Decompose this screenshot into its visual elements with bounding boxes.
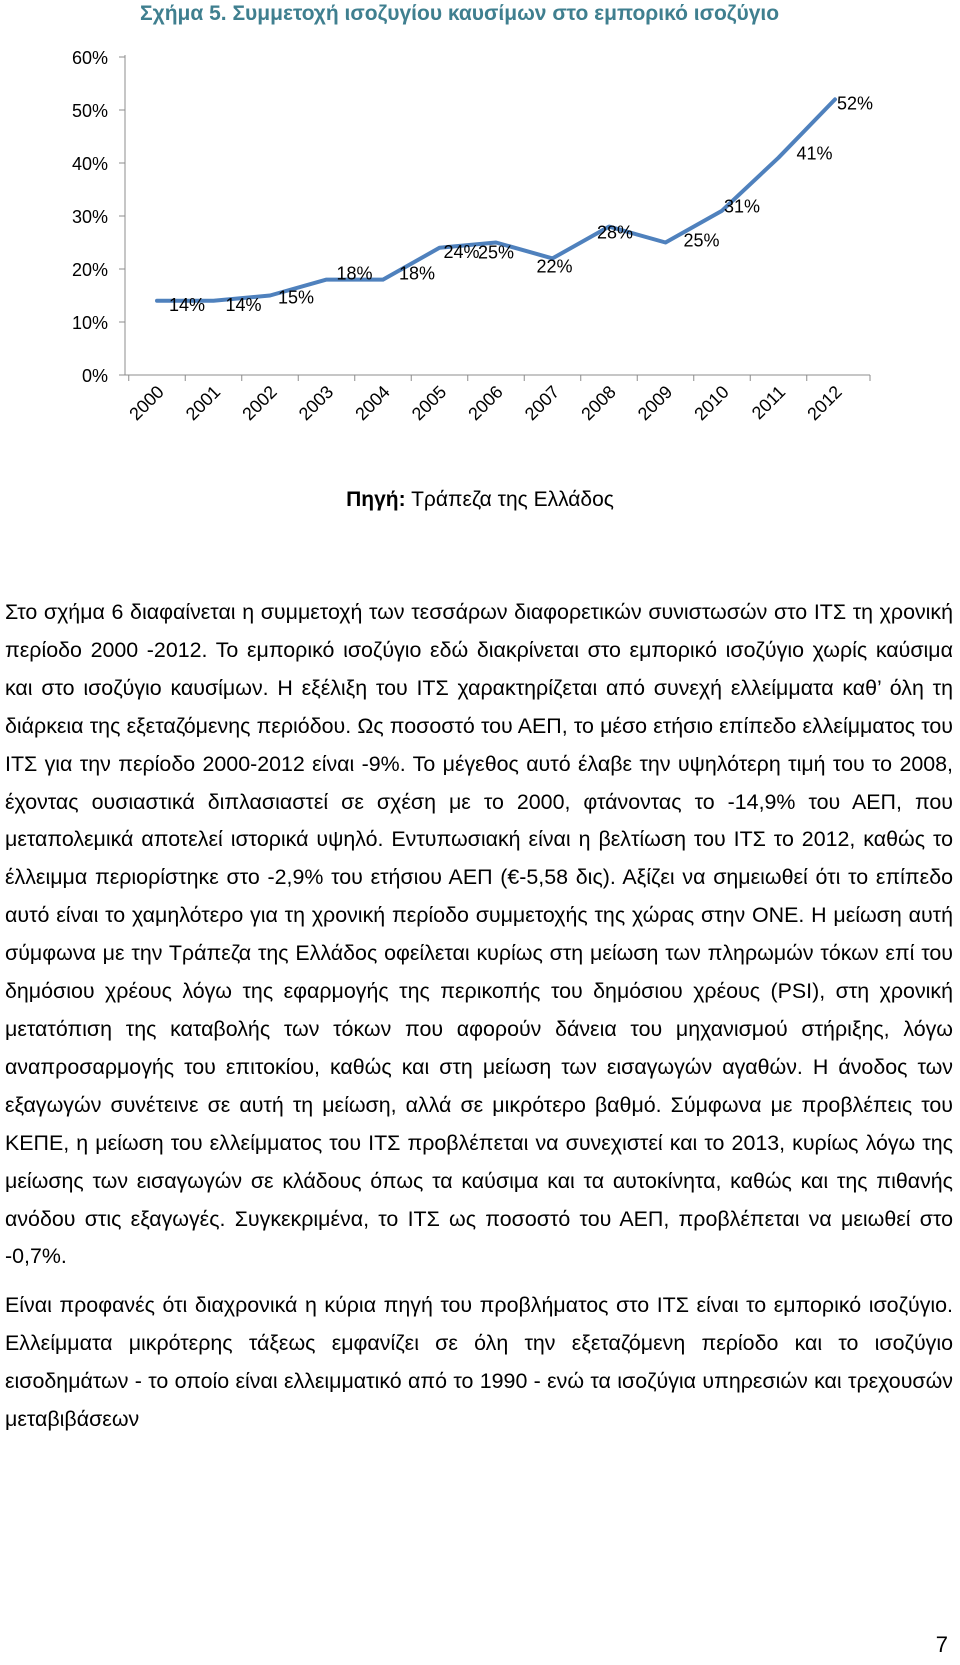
data-label: 24% [443,241,480,262]
x-tick-label: 2003 [294,381,338,425]
x-tick-label: 2001 [181,381,225,425]
y-tick-label: 30% [71,207,108,227]
y-tick-label: 60% [71,48,108,68]
data-label: 52% [836,93,874,114]
data-label: 31% [723,196,761,217]
data-label: 41% [796,143,833,164]
x-tick-labels [125,375,870,424]
data-label: 14% [168,294,206,315]
paragraph: Στο σχήμα 6 διαφαίνεται η συμμετοχή των τεσσάρων διαφορετικών συνιστωσών στο ΙΤΣ τη χρονική περίοδο 2000 -2012. Το εμπορικό ισοζύγιο εδώ διακρίνεται στο εμπορικό ισοζύγιο χωρίς καύσιμα και στο ισοζύγιο καυσίμων. Η εξέλιξη του ΙΤΣ χαρακτηρίζεται από συνεχή ελλείμματα καθ’ όλη τη διάρκεια της εξεταζόμενης περιόδου. Ως ποσοστό του ΑΕΠ, το μέσο ετήσιο επίπεδο ελλείμματος του ΙΤΣ για την περίοδο 2000-2012 είναι -9%. Το μέγεθος αυτό έλαβε την υψηλότερη τιμή του το 2008, έχοντας ουσιαστικά διπλασιαστεί σε σχέση με το 2000, φτάνοντας το -14,9% του ΑΕΠ, που μεταπολεμικά αποτελεί ιστορικά υψηλό. Εντυπωσιακή είναι η βελτίωση του ΙΤΣ το 2012, καθώς το έλλειμμα περιορίστηκε στο -2,9% του ετήσιου ΑΕΠ (€-5,58 δις). Αξίζει να σημειωθεί ότι το επίπεδο αυτό είναι το χαμηλότερο για τη χρονική περίοδο συμμετοχής της χώρας στην ΟΝΕ. Η μείωση αυτή σύμφωνα με την Τράπεζα της Ελλάδος οφείλεται κυρίως στη μείωση των πληρωμών τόκων επί του δημόσιου χρέους λόγω της εφαρμογής της περικοπής του δημόσιου χρέους (PSI), στη χρονική μετατόπιση της καταβολής των τόκων που αφορούν δάνεια του μηχανισμού στήριξης, λόγω αναπροσαρμογής του επιτοκίου, καθώς και στη μείωση των εισαγωγών αγαθών. Η άνοδος των εξαγωγών συνέτεινε σε αυτή τη μείωση, αλλά σε μικρότερο βαθμό. Σύμφωνα με προβλέπεις του ΚΕΠΕ, η μείωση του ελλείμματος του ΙΤΣ προβλέπεται να συνεχιστεί και το 2013, κυρίως λόγω της μείωσης των εισαγωγών σε κλάδους όπως τα καύσιμα και τα αυτοκίνητα, καθώς και της πιθανής ανόδου στις εξαγωγές. Συγκεκριμένα, το ΙΤΣ ως ποσοστό του ΑΕΠ, προβλέπεται να μειωθεί στο -0,7%. [5,600,953,1269]
data-labels [169,93,873,314]
x-tick-label: 2004 [351,381,394,425]
source-text: Τράπεζα της Ελλάδος [411,488,614,511]
y-tick-labels [72,48,125,386]
x-tick-label: 2012 [803,381,846,425]
figure-source [0,488,960,512]
x-tick-label: 2005 [407,381,451,425]
paragraph: Είναι προφανές ότι διαχρονικά η κύρια πηγή του προβλήματος στο ΙΤΣ είναι το εμπορικό ισοζύγιο. Ελλείμματα μικρότερης τάξεως εμφανίζει σε όλη την εξεταζόμενη περίοδο και το ισοζύγιο εισοδημάτων - το οποίο είναι ελλειμματικό από το 1990 - ενώ τα ισοζύγια υπηρεσιών και τρεχουσών μεταβιβάσεων [5,1293,953,1432]
data-label: 18% [336,263,373,284]
data-label: 14% [225,294,262,315]
y-tick-label: 50% [71,101,108,121]
y-tick-label: 40% [71,154,108,174]
line-chart [0,0,960,460]
data-label: 18% [398,263,436,284]
source-label: Πηγή: [346,488,406,511]
data-label: 15% [277,287,315,308]
x-tick-label: 2011 [747,381,790,424]
data-label: 22% [536,256,573,277]
page-number: 7 [935,1632,948,1657]
data-label: 28% [596,222,634,243]
data-label: 25% [683,230,720,251]
body-text [5,594,953,1439]
x-tick-label: 2006 [464,381,507,425]
x-tick-label: 2000 [125,381,168,425]
y-tick-label: 0% [81,366,108,386]
x-tick-label: 2008 [577,381,620,425]
x-tick-label: 2010 [690,381,733,425]
x-tick-label: 2009 [633,381,677,425]
x-tick-label: 2007 [520,381,564,425]
figure-title: Σχήμα 5. Συμμετοχή ισοζυγίου καυσίμων στο εμπορικό ισοζύγιο [140,2,780,25]
y-tick-label: 10% [71,313,108,333]
data-label: 25% [477,242,515,263]
x-tick-label: 2002 [238,381,281,425]
y-tick-label: 20% [71,260,108,280]
